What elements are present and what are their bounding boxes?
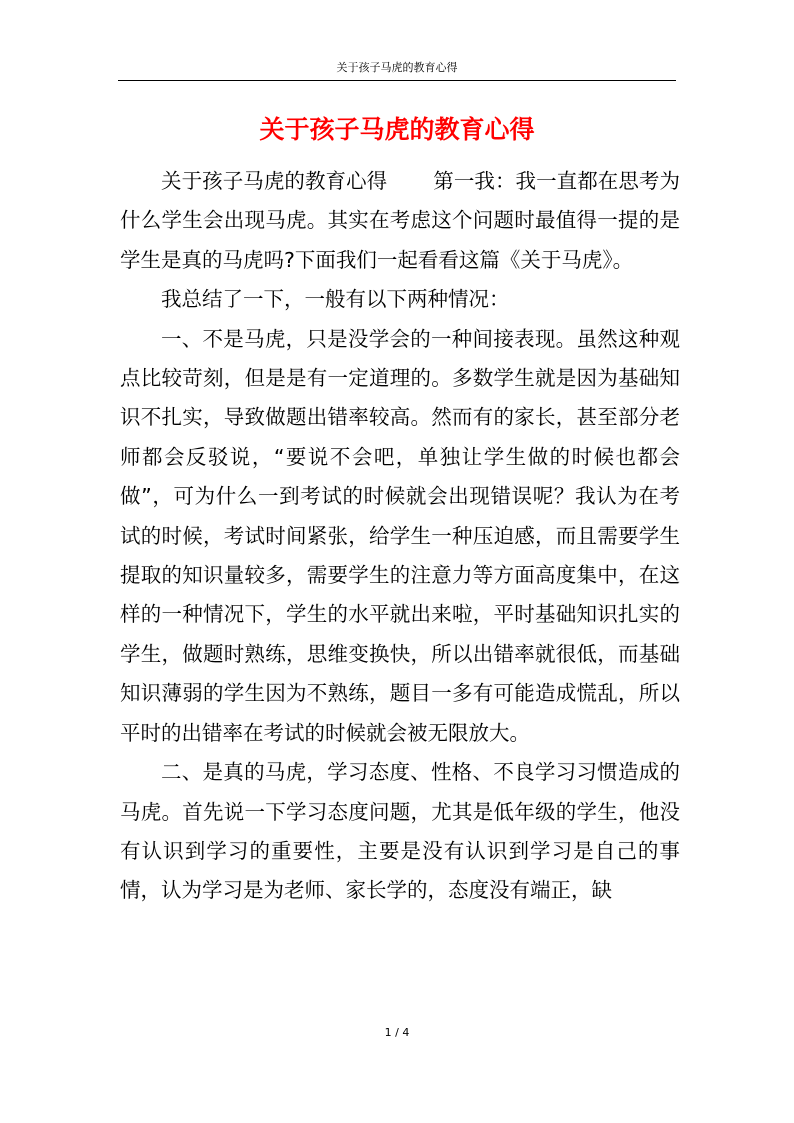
intro-rest: 第一我：我一直都在思考为什么学生会出现马虎。其实在考虑这个问题时最值得一提的是学生是真的马虎吗?下面我们一起看看这篇《关于马虎》。	[120, 169, 681, 272]
body-paragraph-summary: 我总结了一下，一般有以下两种情况：	[161, 287, 510, 312]
document-body	[120, 162, 680, 911]
page-number: 1 / 4	[384, 1026, 410, 1039]
intro-lead: 关于孩子马虎的教育心得	[161, 169, 388, 193]
body-paragraph-case-two: 二、是真的马虎，学习态度、性格、不良学习习惯造成的马虎。首先说一下学习态度问题，尤其是低年级的学生，他没有认识到学习的重要性，主要是没有认识到学习是自己的事情，认为学习是为老师、家长学的，态度没有端正，缺	[120, 760, 680, 903]
page-header: 关于孩子马虎的教育心得	[336, 61, 458, 74]
document-title: 关于孩子马虎的教育心得	[259, 115, 535, 144]
intro-paragraph	[120, 162, 680, 280]
body-paragraph-case-one: 一、不是马虎，只是没学会的一种间接表现。虽然这种观点比较苛刻，但是是有一定道理的。多数学生就是因为基础知识不扎实，导致做题出错率较高。然而有的家长，甚至部分老师都会反驳说，“要说不会吧，单独让学生做的时候也都会做”，可为什么一到考试的时候就会出现错误呢？我认为在考试的时候，考试时间紧张，给学生一种压迫感，而且需要学生提取的知识量较多，需要学生的注意力等方面高度集中，在这样的一种情况下，学生的水平就出来啦，平时基础知识扎实的学生，做题时熟练，思维变换快，所以出错率就很低，而基础知识薄弱的学生因为不熟练，题目一多有可能造成慌乱，所以平时的出错率在考试的时候就会被无限放大。	[120, 326, 680, 745]
header-divider	[118, 80, 676, 81]
